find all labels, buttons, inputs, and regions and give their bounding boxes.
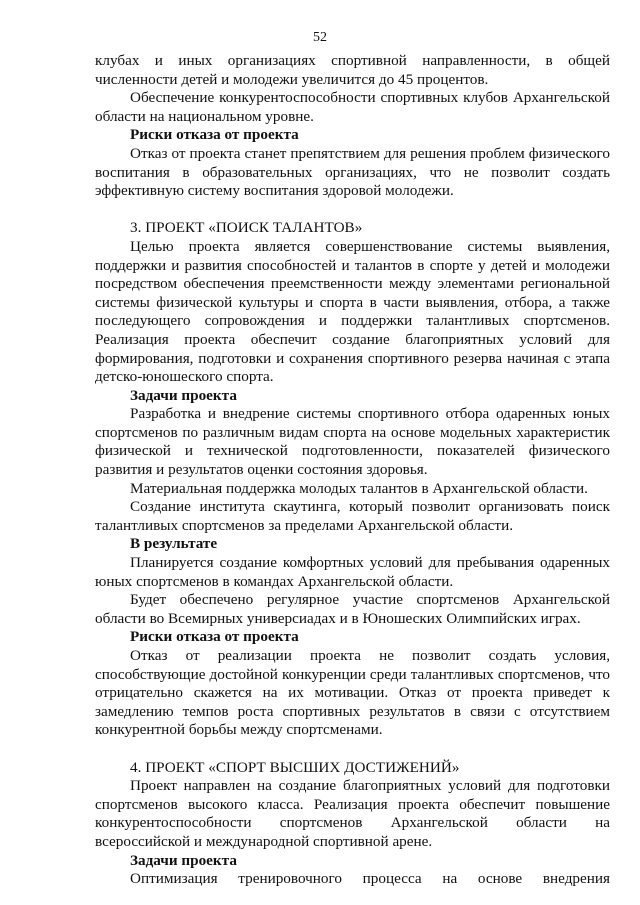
subheading: В результате [130,535,218,553]
paragraph: Материальная поддержка молодых талантов в Архангельской области. [130,479,588,497]
subheading: Задачи проекта [130,851,237,869]
paragraph: Отказ от проекта станет препятствием для решения проблем физического воспитания в образовательных организациях, что не позволит создать эффективную систему воспитания здоровой молодежи. [95,144,610,200]
page-number: 52 [313,30,327,45]
section-heading: 4. ПРОЕКТ «СПОРТ ВЫСШИХ ДОСТИЖЕНИЙ» [130,758,460,776]
paragraph: Проект направлен на создание благоприятных условий для подготовки спортсменов высокого класса. Реализация проекта обеспечит повышение конкурентоспособности спортсменов Архангельской области на всероссийской и международной спортивной арене. [95,777,610,850]
paragraph: Обеспечение конкурентоспособности спортивных клубов Архангельской области на национальном уровне. [95,89,610,125]
paragraph: Оптимизация тренировочного процесса на основе внедрения [130,870,610,888]
section-heading: 3. ПРОЕКТ «ПОИСК ТАЛАНТОВ» [130,219,363,237]
subheading: Задачи проекта [130,386,237,404]
paragraph: Планируется создание комфортных условий для пребывания одаренных юных спортсменов в командах Архангельской области. [95,554,610,590]
paragraph: Целью проекта является совершенствование системы выявления, поддержки и развития способностей и талантов в спорте у детей и молодежи посредством обеспечения преемственности между элементами региональной системы физической культуры и спорта в части выявления, отбора, а также последующего сопровождения и поддержки талантливых спортсменов. Реализация проекта обеспечит создание благоприятных условий для формирования, подготовки и сохранения спортивного резерва начиная с этапа детско-юношеского спорта. [95,237,610,386]
subheading: Риски отказа от проекта [130,126,299,144]
paragraph: Создание института скаутинга, который позволит организовать поиск талантливых спортсменов за пределами Архангельской области. [95,498,610,534]
paragraph: Отказ от реализации проекта не позволит создать условия, способствующие достойной конкуренции среди талантливых спортсменов, что отрицательно скажется на их мотивации. Отказ от проекта приведет к замедлению темпов роста спортивных результатов в связи с отсутствием конкурентной борьбы между спортсменами. [95,647,610,739]
paragraph: Разработка и внедрение системы спортивного отбора одаренных юных спортсменов по различным видам спорта на основе модельных характеристик физической и технической подготовленности, показателей физического развития и результатов оценки состояния здоровья. [95,405,610,479]
paragraph: клубах и иных организациях спортивной направленности, в общей численности детей и молодежи увеличится до 45 процентов. [95,52,610,88]
document-body [95,52,610,889]
subheading: Риски отказа от проекта [130,628,299,646]
paragraph: Будет обеспечено регулярное участие спортсменов Архангельской области во Всемирных универсиадах и в Юношеских Олимпийских играх. [95,591,610,627]
